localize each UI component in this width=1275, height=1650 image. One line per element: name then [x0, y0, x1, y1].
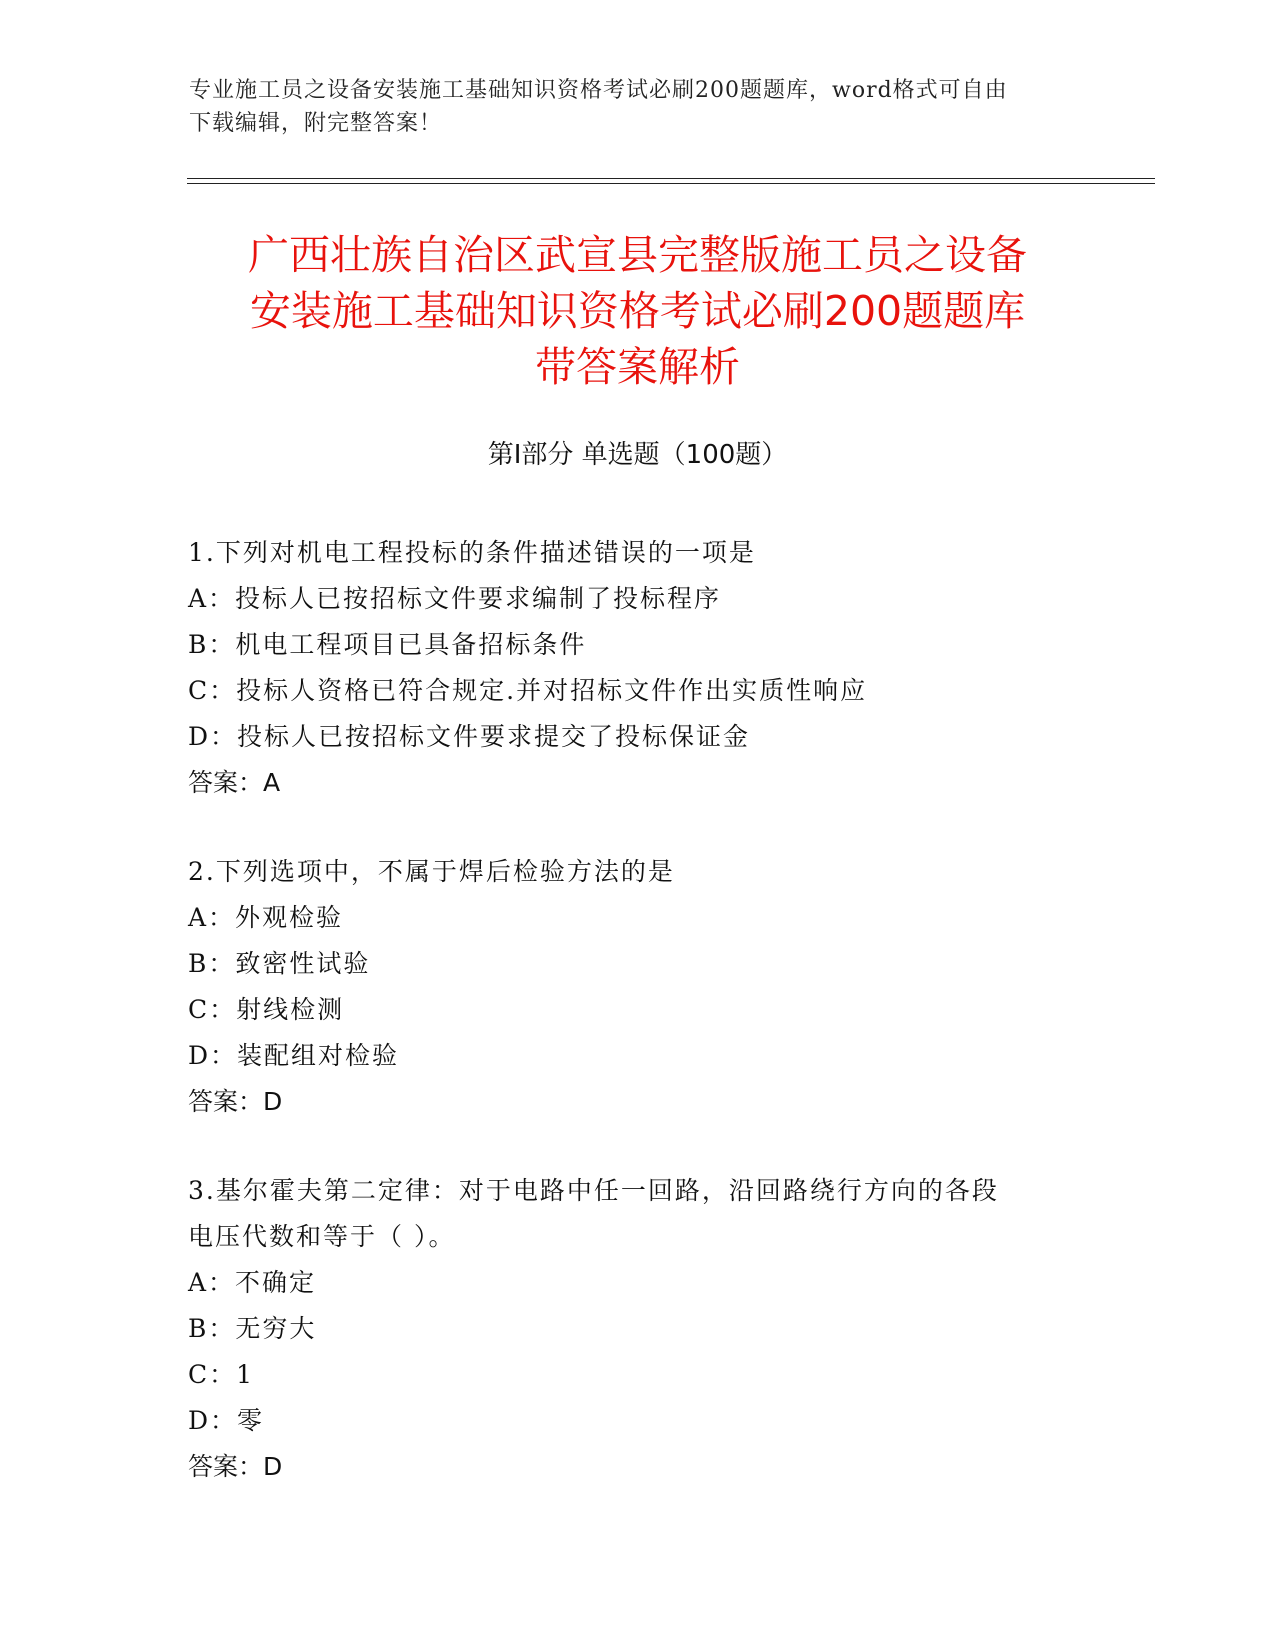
header-note — [189, 74, 1089, 140]
question-stem-line-2: 电压代数和等于（ ）。 — [188, 1222, 456, 1251]
document-title-line-1: 广西壮族自治区武宣县完整版施工员之设备 — [248, 231, 1027, 279]
option-d: D：投标人已按招标文件要求提交了投标保证金 — [188, 722, 751, 751]
option-a: A：投标人已按招标文件要求编制了投标程序 — [188, 584, 722, 613]
document-title — [160, 227, 1115, 395]
question-1 — [188, 530, 1088, 806]
header-divider-top — [187, 178, 1155, 179]
option-b: B：机电工程项目已具备招标条件 — [188, 630, 587, 659]
question-3 — [188, 1168, 1088, 1490]
header-note-line-1: 专业施工员之设备安装施工基础知识资格考试必刷200题题库，word格式可自由 — [189, 78, 1008, 103]
section-title: 第Ⅰ部分 单选题（100题） — [487, 440, 788, 470]
question-2 — [188, 849, 1088, 1125]
option-b: B：无穷大 — [188, 1314, 317, 1343]
option-a: A：不确定 — [188, 1268, 317, 1297]
option-c: C：1 — [188, 1360, 255, 1389]
option-b: B：致密性试验 — [188, 949, 371, 978]
question-stem: 2.下列选项中，不属于焊后检验方法的是 — [188, 857, 675, 886]
option-d: D：零 — [188, 1406, 265, 1435]
answer: 答案：D — [188, 1452, 283, 1481]
question-stem: 1.下列对机电工程投标的条件描述错误的一项是 — [188, 538, 756, 567]
option-a: A：外观检验 — [188, 903, 344, 932]
option-c: C：射线检测 — [188, 995, 345, 1024]
option-c: C：投标人资格已符合规定.并对招标文件作出实质性响应 — [188, 676, 868, 705]
option-d: D：装配组对检验 — [188, 1041, 400, 1070]
header-note-line-2: 下载编辑，附完整答案！ — [189, 111, 443, 136]
header-divider-bottom — [187, 183, 1155, 184]
document-title-line-2: 安装施工基础知识资格考试必刷200题题库 — [249, 287, 1026, 335]
document-title-line-3: 带答案解析 — [535, 343, 740, 391]
answer: 答案：A — [188, 768, 281, 797]
question-stem-line-1: 3.基尔霍夫第二定律：对于电路中任一回路，沿回路绕行方向的各段 — [188, 1176, 999, 1205]
answer: 答案：D — [188, 1087, 283, 1116]
